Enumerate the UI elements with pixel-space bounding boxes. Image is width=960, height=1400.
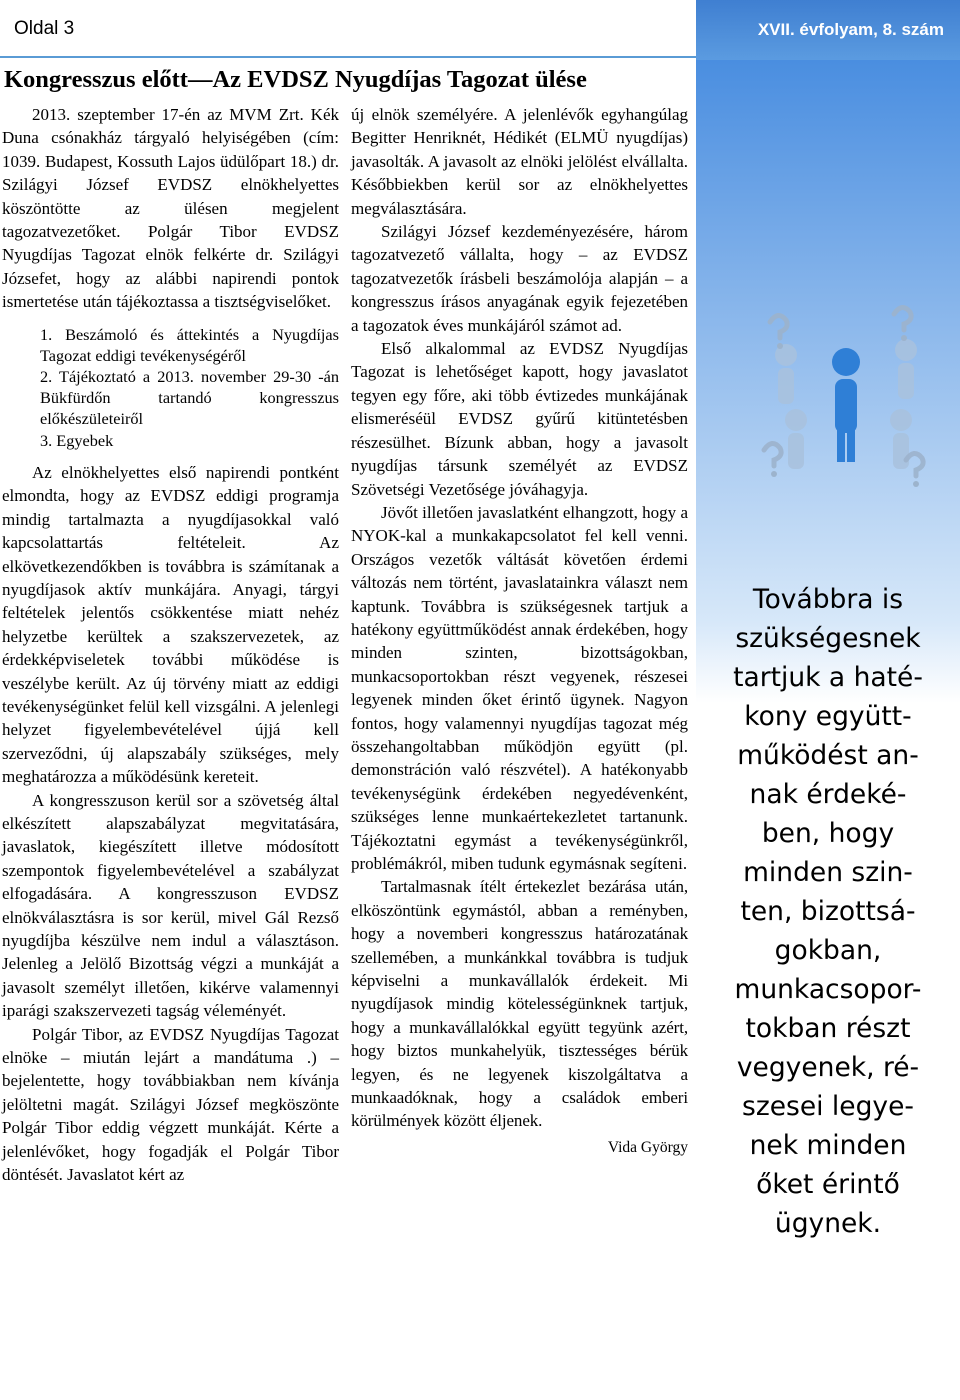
pull-quote-line: minden szin- [743, 857, 913, 888]
pull-quote [696, 580, 960, 1243]
agenda-item: 1. Beszámoló és áttekintés a Nyugdíjas Tagozat eddigi tevékenységéről [40, 324, 339, 365]
page-number: Oldal 3 [14, 18, 75, 39]
paragraph: Polgár Tibor, az EVDSZ Nyugdíjas Tagozat elnöke – miután lejárt a mandátuma .) – bejelentette, hogy továbbiakban nem kívánja jelöltetni magát. Szilágyi József megköszönte Polgár Tibor eddig végzett munkáját. Kérte a jelenlévőket, hogy fogadják el Polgár Tibor döntését. Javaslatot kért az [2, 1024, 339, 1185]
pull-quote-line: nek minden [749, 1130, 907, 1161]
agenda-item: 3. Egyebek [40, 430, 114, 450]
issue-label: XVII. évfolyam, 8. szám [696, 0, 960, 60]
pull-quote-line: tartjuk a haté- [733, 662, 923, 693]
people-question-marks-illustration [756, 300, 936, 490]
pull-quote-line: ügynek. [774, 1208, 882, 1239]
author-signature: Vida György [607, 1138, 688, 1156]
pull-quote-line: szükségesnek [735, 623, 921, 654]
pull-quote-line: nak érdeké- [749, 779, 907, 810]
pull-quote-line: vegyenek, ré- [736, 1052, 920, 1083]
pull-quote-line: ben, hogy [761, 818, 895, 849]
sidebar [696, 60, 960, 1400]
pull-quote-line: ten, bizottsá- [740, 896, 916, 927]
pull-quote-line: Továbbra is [752, 584, 904, 615]
pull-quote-line: működést an- [737, 740, 919, 771]
paragraph: Jövőt illetően javaslatként elhangzott, hogy a NYOK-kal a munkakapcsolatot fel kell venni. Országos vezetők váltását követően érdemi változás nem történt, javaslatainkra választ nem kaptunk. Továbbra is szükségesnek tartjuk a hatékony együttműködést annak érdekében, hogy minden szinten, bizottságokban, munkacsoportokban részt vegyenek, részesei legyenek minden őket érintő ügynek. Nagyon fontos, hogy valamennyi nyugdíjas tagozat még összehangoltabban működjön együtt (pl. demonstráción való részvétel). A hatékonyabb tevékenységünk érdekében negyedévenként, szükséges lenne munkaértekezletet tartanunk. Tájékoztatni egymást a tevékenységünkről, problémákról, miben tudunk egymásnak segíteni. [351, 502, 688, 873]
paragraph: Az elnökhelyettes első napirendi pontként elmondta, hogy az EVDSZ eddigi programja mindig tartalmazta a nyugdíjasokkal való kapcsolattartás feltételeit. Az elkövetkezendőkben is továbbra is számítanak a nyugdíjasok aktív munkájára. Anyagi, tárgyi feltételek jelentős csökkentése miatt nehéz helyzetbe kerültek a szakszervezetek, az érdekképviseletek további működése is veszélybe került. Az új törvény miatt az eddigi tevékenységünket felül kell vizsgálni. A jelenlegi helyzet figyelembevételével újjá kell szerveződni, új alapszabály szükséges, mely meghatározza a működésünk kereteit. [2, 462, 339, 787]
paragraph: új elnök személyére. A jelenlévők egyhangúlag Begitter Henriknét, Hédikét (ELMÜ nyugdíjas) javasolták. A javasolt az elnöki jelölést elvállalta. Későbbiekben kerül sor az elnökhelyettes megválasztására. [351, 105, 688, 218]
pull-quote-line: gokban, [774, 935, 882, 966]
paragraph: A kongresszuson kerül sor a szövetség által elkészített alapszabályzat megvitatására, javaslatok, kiegészített illetve módosított szempontok figyelembevételével a szabályzat elfogadására. A kongresszuson EVDSZ elnökválasztásra is sor kerül, mivel Gál Rezső nyugdíjba készülve nem indul a választáson. Jelenleg a Jelölő Bizottság végzi a munkáját a javasolt személyt illetően, kikérve valamennyi iparági szakszervezeti tagság véleményét. [2, 790, 339, 1021]
pull-quote-line: kony együtt- [744, 701, 912, 732]
article-title: Kongresszus előtt—Az EVDSZ Nyugdíjas Tagozat ülése [4, 66, 587, 93]
header-divider [0, 56, 696, 58]
paragraph: Első alkalommal az EVDSZ Nyugdíjas Tagozat is lehetőséget kapott, hogy javaslatot tegyen egy főre, aki több évtizedes munkájának elismeréséül EVDSZ gyűrű kitüntetésben részesülhet. Bízunk abban, hogy a javasolt nyugdíjas társunk személyét az EVDSZ Szövetségi Vezetősége jóváhagyja. [351, 339, 688, 499]
pull-quote-line: tokban részt [745, 1013, 911, 1044]
article-column-right [351, 103, 688, 1159]
pull-quote-line: őket érintő [756, 1169, 900, 1200]
pull-quote-line: szesei legye- [742, 1091, 914, 1122]
paragraph: 2013. szeptember 17-én az MVM Zrt. Kék Duna csónakház tárgyaló helyiségében (cím: 1039. Budapest, Kossuth Lajos üdülőpart 18.) dr. Szilágyi József EVDSZ elnökhelyettes köszöntötte az ülésen megjelent tagozatvezetőket. Polgár Tibor EVDSZ Nyugdíjas Tagozat elnök felkérte dr. Szilágyi Józsefet, hogy az alábbi napirendi pontok ismertetése után tájékoztassa a tisztségviselőket. [2, 105, 339, 312]
paragraph: Szilágyi József kezdeményezésére, három tagozatvezető vállalta, hogy – az EVDSZ tagozatvezetők írásbeli beszámolója alapján – a kongresszus írásos anyagának egyik fejezetében a tagozatok éves munkájáról számot ad. [351, 222, 688, 335]
article-column-left [2, 103, 339, 1186]
agenda-item: 2. Tájékoztató a 2013. november 29-30 -án Bükfürdőn tartandó kongresszus előkészületeiről [40, 367, 339, 429]
paragraph: Tartalmasnak ítélt értekezlet bezárása után, elköszöntünk egymástól, abban a reményben, hogy a novemberi kongresszus határozatának szellemében, a munkánkkal továbbra is tudjuk képviselni a munkavállalók érdekeit. Mi nyugdíjasok mindig kötelességünknek tartjuk, hogy a munkavállalókkal együtt tegyünk azért, hogy biztos munkahelyük, tisztességes bérük legyen, és ne legyenek kiszolgáltatva a munkaadóknak, hogy a családok emberi körülmények között éljenek. [351, 877, 688, 1131]
pull-quote-line: munkacsopor- [734, 974, 922, 1005]
agenda-list [2, 324, 339, 451]
